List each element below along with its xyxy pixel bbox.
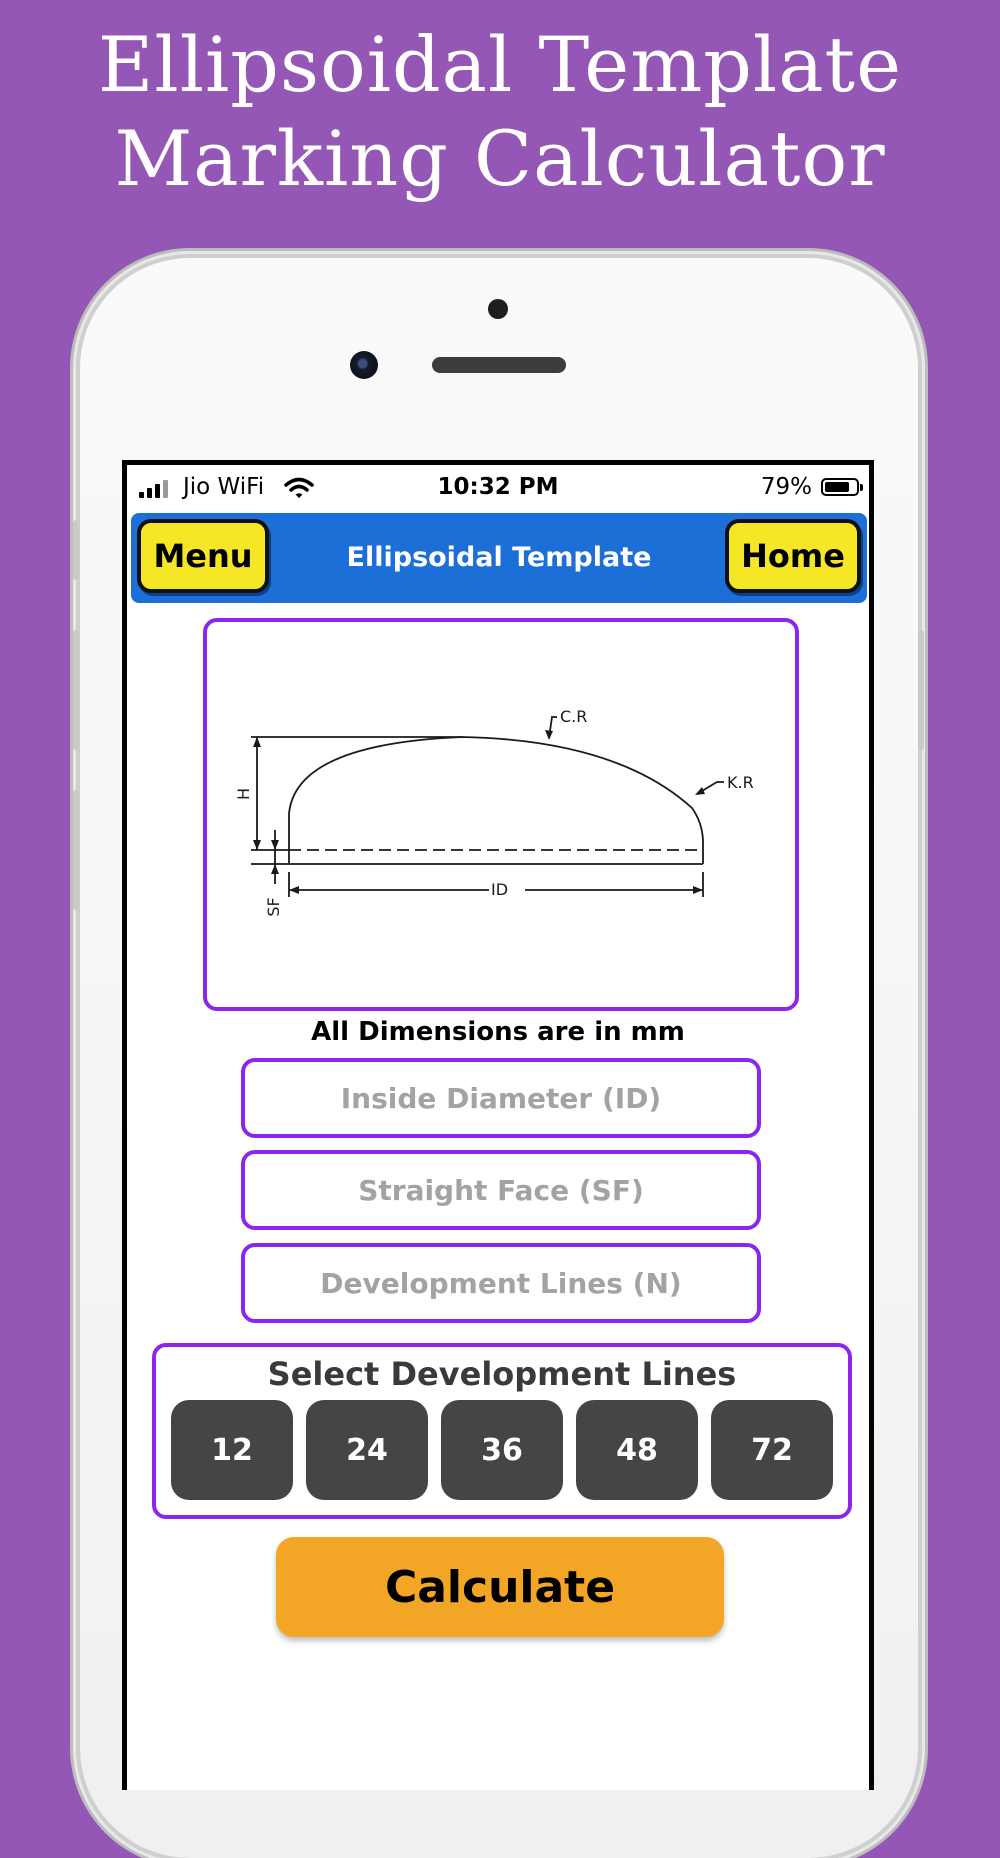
headline-line-2: Marking Calculator (114, 114, 886, 203)
calculate-button[interactable]: Calculate (276, 1537, 724, 1637)
inside-diameter-field (241, 1058, 761, 1138)
development-lines-title: Select Development Lines (267, 1355, 737, 1393)
carrier-name: Jio WiFi (183, 474, 265, 500)
label-sf: SF (264, 897, 283, 917)
status-time: 10:32 PM (437, 474, 559, 500)
nav-title: Ellipsoidal Template (346, 542, 652, 573)
status-bar (127, 465, 869, 509)
label-kr: K.R (727, 773, 754, 792)
units-note: All Dimensions are in mm (311, 1017, 685, 1047)
label-h: H (234, 787, 253, 801)
proximity-sensor (488, 299, 508, 319)
lines-12-button[interactable]: 12 (171, 1400, 293, 1500)
front-camera (350, 351, 378, 379)
side-button-volume-down (73, 790, 79, 910)
diagram-drawing (207, 622, 795, 1007)
ellipsoidal-head-diagram (203, 618, 799, 1011)
inside-diameter-input[interactable] (256, 1081, 746, 1116)
lines-48-button[interactable]: 48 (576, 1400, 698, 1500)
development-lines-field (241, 1243, 761, 1323)
headline-line-1: Ellipsoidal Template (97, 20, 903, 109)
menu-button[interactable]: Menu (137, 519, 269, 593)
battery-level (825, 482, 849, 492)
home-button[interactable]: Home (725, 519, 861, 593)
lines-24-button[interactable]: 24 (306, 1400, 428, 1500)
battery-icon (821, 478, 859, 496)
side-button-volume-up (73, 630, 79, 750)
development-lines-selector (152, 1343, 852, 1519)
straight-face-field (241, 1150, 761, 1230)
battery-percentage: 79% (760, 474, 812, 500)
app-screen (122, 460, 874, 1790)
promo-headline (0, 18, 1000, 206)
side-button-power (918, 630, 924, 750)
lines-36-button[interactable]: 36 (441, 1400, 563, 1500)
straight-face-input[interactable] (256, 1173, 746, 1208)
earpiece-speaker (432, 357, 566, 373)
development-lines-input[interactable] (256, 1266, 746, 1301)
nav-bar (131, 513, 867, 603)
label-cr: C.R (560, 707, 588, 726)
label-id: ID (491, 880, 509, 899)
side-button-mute (73, 520, 79, 580)
lines-72-button[interactable]: 72 (711, 1400, 833, 1500)
